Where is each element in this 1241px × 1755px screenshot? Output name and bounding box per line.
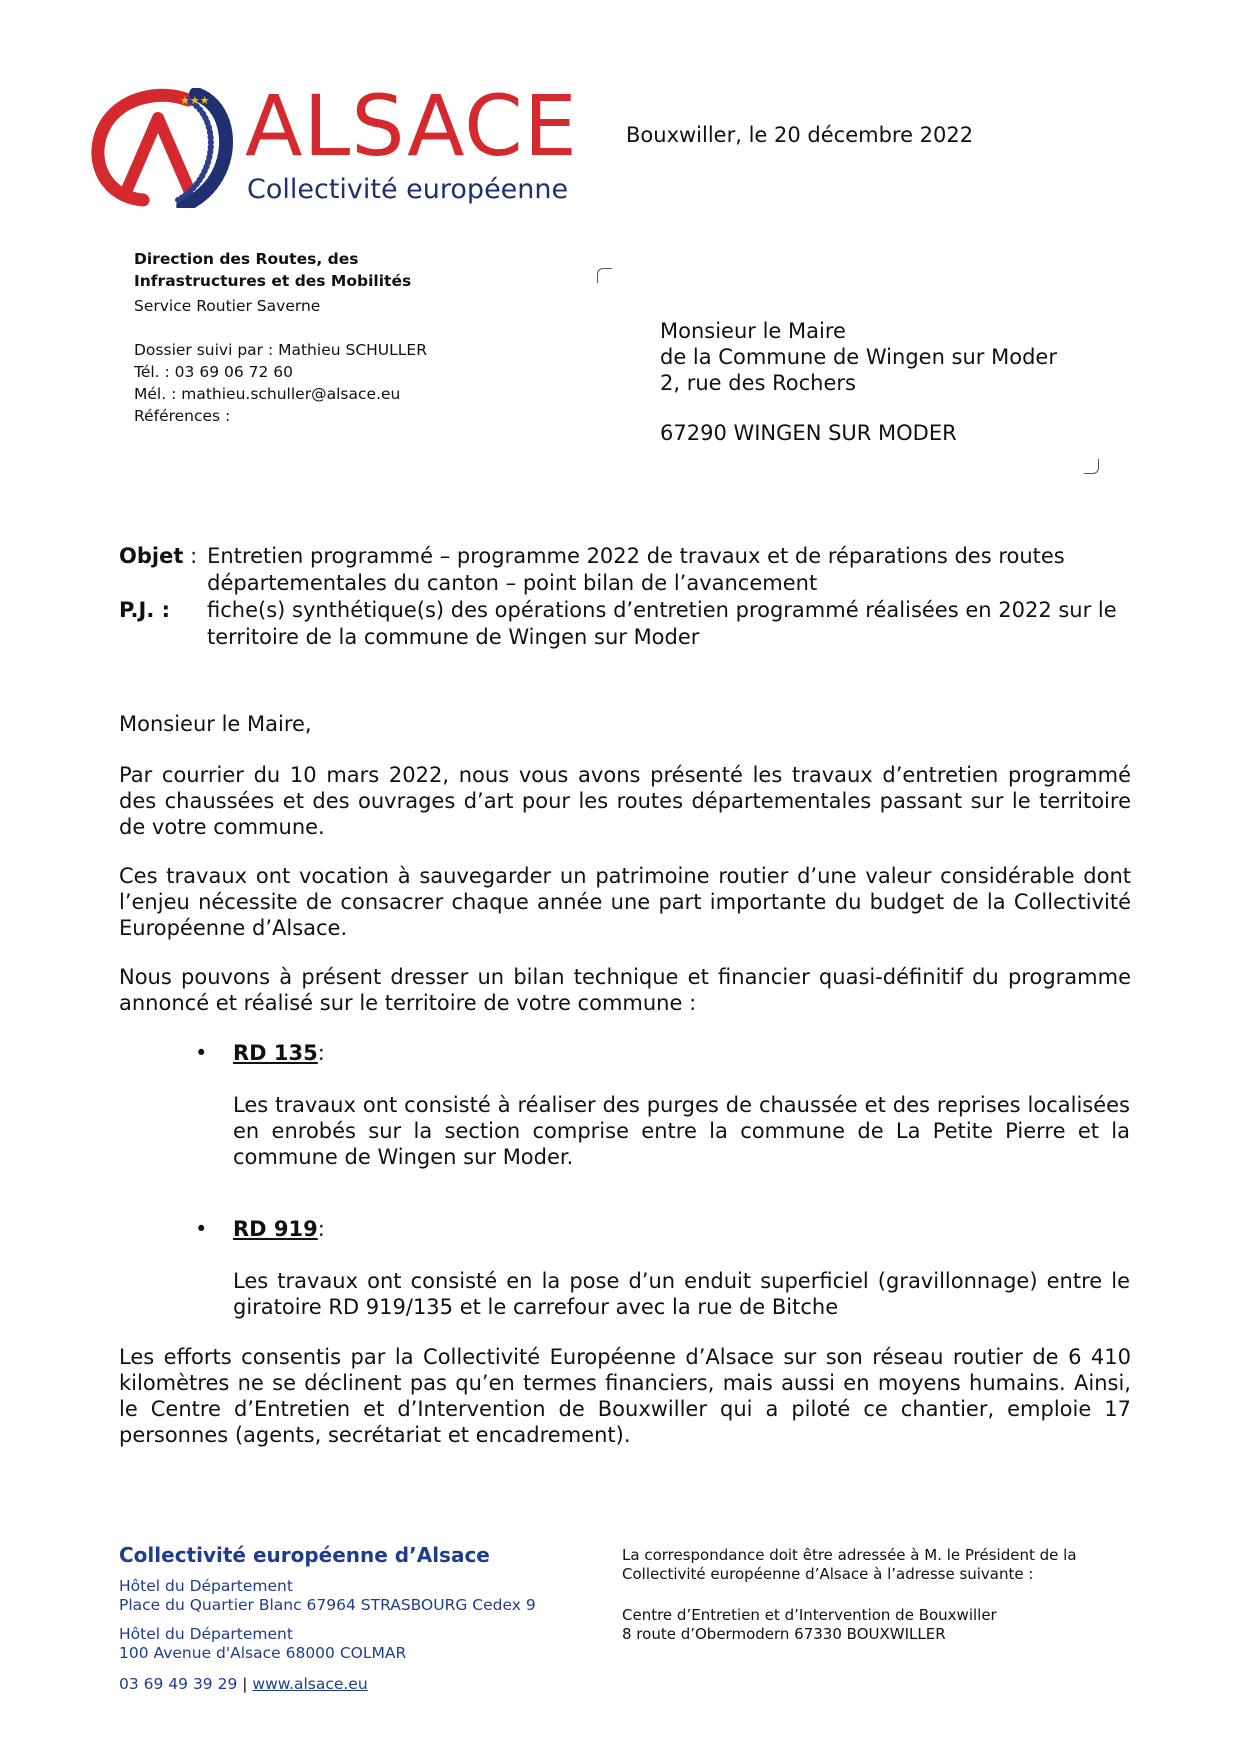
paragraph-4: Les efforts consentis par la Collectivité Européenne d’Alsace sur son réseau routier de 6 410 kilomètres ne se déclinent pas qu’en termes financiers, mais aussi en moyens humains. Ainsi, le Centre d’Entretien et d’Intervention de Bouxwiller qui a piloté ce chantier, emploie 17 personnes (agents, secrétariat et encadrement). [119, 1345, 1131, 1447]
bullet-item-rd919 [195, 1216, 1130, 1320]
object-separator: : [190, 544, 198, 568]
logo-subtitle: Collectivité européenne [247, 174, 569, 205]
followed-by: Dossier suivi par : Mathieu SCHULLER [134, 341, 427, 359]
recipient-address [660, 318, 1057, 446]
references: Références : [134, 407, 231, 425]
bullet-dot-icon: • [195, 1041, 208, 1065]
direction-line-2: Infrastructures et des Mobilités [134, 272, 412, 290]
svg-text:★★★: ★★★ [180, 94, 210, 107]
footer-note-line-2: Collectivité européenne d’Alsace à l’adresse suivante : [622, 1565, 1034, 1583]
telephone: Tél. : 03 69 06 72 60 [134, 363, 294, 381]
object-label: Objet [119, 544, 184, 568]
pj-label: P.J. : [119, 598, 171, 622]
email-line [134, 383, 427, 405]
recipient-line-3: 2, rue des Rochers [660, 371, 856, 395]
footer-correspondence-note [622, 1546, 1077, 1644]
logo-wordmark: ALSACE [245, 77, 578, 175]
address-window-corner-top-left [597, 268, 612, 283]
bullet-text: Les travaux ont consisté à réaliser des purges de chaussée et des reprises localisées en enrobés sur la section comprise entre la commune de La Petite Pierre et la commune de Wingen sur Moder. [233, 1093, 1130, 1169]
email-label: Mél. : [134, 385, 177, 403]
letter-date: Bouxwiller, le 20 décembre 2022 [626, 123, 974, 147]
footer-contact [119, 1675, 536, 1694]
footer-center-line-1: Centre d’Entretien et d’Intervention de Bouxwiller [622, 1606, 997, 1624]
sender-block [134, 248, 427, 427]
footer-separator: | [237, 1675, 253, 1693]
bullet-text: Les travaux ont consisté en la pose d’un enduit superficiel (gravillonnage) entre le giratoire RD 919/135 et le carrefour avec la rue de Bitche [233, 1269, 1130, 1319]
footer-organization [119, 1543, 536, 1694]
footer-phone: 03 69 49 39 29 [119, 1675, 238, 1693]
footer-address-1-line-2: Place du Quartier Blanc 67964 STRASBOURG Cedex 9 [119, 1596, 536, 1614]
footer-org-title: Collectivité européenne d’Alsace [119, 1543, 490, 1567]
footer-address-1-line-1: Hôtel du Département [119, 1577, 293, 1595]
object-text: Entretien programmé – programme 2022 de travaux et de réparations des routes départementales du canton – point bilan de l’avancement [207, 544, 1065, 595]
bullet-item-rd135 [195, 1040, 1130, 1170]
recipient-line-4: 67290 WINGEN SUR MODER [660, 421, 957, 445]
footer-website-link[interactable]: www.alsace.eu [252, 1675, 368, 1693]
address-window-corner-bottom-right [1084, 459, 1099, 474]
bullet-title: RD 919 [233, 1217, 318, 1241]
recipient-line-1: Monsieur le Maire [660, 319, 846, 343]
footer-center-line-2: 8 route d’Obermodern 67330 BOUXWILLER [622, 1625, 946, 1643]
bullet-title: RD 135 [233, 1041, 318, 1065]
letter-subject [119, 543, 1119, 651]
bullet-colon: : [317, 1041, 325, 1065]
service-name: Service Routier Saverne [134, 297, 321, 315]
bullet-dot-icon: • [195, 1217, 208, 1241]
paragraph-1: Par courrier du 10 mars 2022, nous vous avons présenté les travaux d’entretien programmé des chaussées et des ouvrages d’art pour les routes départementales passant sur le territoire de votre commune. [119, 763, 1131, 839]
bullet-colon: : [317, 1217, 325, 1241]
paragraph-2: Ces travaux ont vocation à sauvegarder un patrimoine routier d’une valeur considérable dont l’enjeu nécessite de consacrer chaque année une part importante du budget de la Collectivité Européenne d’Alsace. [119, 864, 1131, 940]
footer-note-line-1: La correspondance doit être adressée à M. le Président de la [622, 1546, 1077, 1564]
footer-address-2-line-1: Hôtel du Département [119, 1625, 293, 1643]
paragraph-3: Nous pouvons à présent dresser un bilan technique et financier quasi-définitif du programme annoncé et réalisé sur le territoire de votre commune : [119, 965, 1131, 1015]
recipient-line-2: de la Commune de Wingen sur Moder [660, 345, 1057, 369]
direction-line-1: Direction des Routes, des [134, 250, 359, 268]
salutation: Monsieur le Maire, [119, 712, 312, 736]
footer-address-2-line-2: 100 Avenue d'Alsace 68000 COLMAR [119, 1644, 407, 1662]
email-value[interactable]: mathieu.schuller@alsace.eu [176, 385, 401, 403]
pj-text: fiche(s) synthétique(s) des opérations d’entretien programmé réalisées en 2022 sur le territoire de la commune de Wingen sur Moder [207, 598, 1117, 649]
